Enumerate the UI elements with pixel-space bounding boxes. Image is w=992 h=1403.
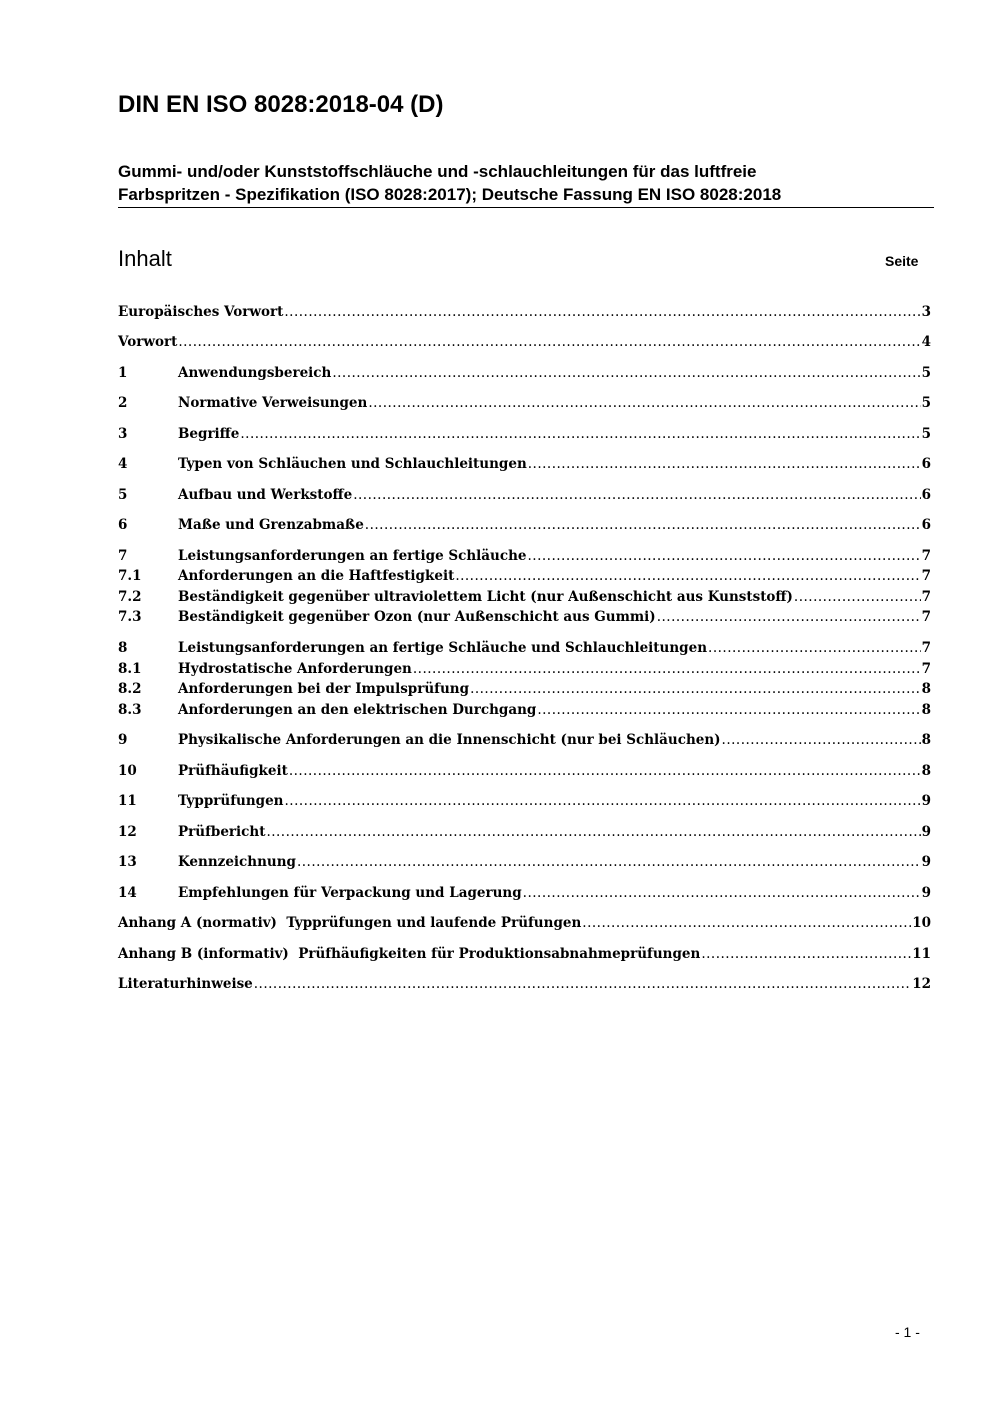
toc-leader-dots (470, 679, 921, 699)
toc-entry-7[interactable] (118, 546, 931, 566)
toc-leader-dots (368, 393, 920, 413)
toc-entry-page: 8 (921, 681, 931, 697)
toc-entry-8-3[interactable] (118, 700, 931, 720)
toc-entry-number: 9 (118, 732, 128, 748)
toc-entry-page: 10 (912, 915, 931, 931)
toc-entry-page: 8 (921, 702, 931, 718)
toc-entry-text: Beständigkeit gegenüber ultraviolettem Licht (nur Außenschicht aus Kunststoff) (178, 589, 793, 605)
toc-entry-annex-a[interactable] (118, 913, 931, 933)
toc-entry-4[interactable] (118, 454, 931, 474)
page-column-label: Seite (885, 253, 919, 269)
toc-entry-number: 2 (118, 395, 128, 411)
toc-entry-text: Hydrostatische Anforderungen (178, 661, 412, 677)
toc-leader-dots (353, 485, 920, 505)
toc-entry-2[interactable] (118, 393, 931, 413)
toc-entry-number: 7.3 (118, 609, 142, 625)
toc-leader-dots (582, 913, 911, 933)
toc-entry-text: Leistungsanforderungen an fertige Schläuche und Schlauchleitungen (178, 640, 708, 656)
toc-leader-dots (178, 332, 920, 352)
toc-entry-page: 12 (912, 976, 931, 992)
toc-entry-text: Anforderungen an die Haftfestigkeit (178, 568, 455, 584)
toc-entry-text: Prüfbericht (178, 824, 266, 840)
toc-leader-dots (722, 730, 921, 750)
toc-leader-dots (297, 852, 921, 872)
toc-entry-number: 7 (118, 548, 128, 564)
toc-entry-text: Literaturhinweise (118, 976, 253, 992)
toc-leader-dots (527, 546, 920, 566)
toc-entry-page: 7 (921, 568, 931, 584)
document-title: DIN EN ISO 8028:2018-04 (D) (118, 91, 444, 118)
toc-leader-dots (455, 566, 920, 586)
toc-entry-annex-b[interactable] (118, 944, 931, 964)
toc-entry-page: 6 (921, 487, 931, 503)
subtitle-line-1: Gummi- und/oder Kunststoffschläuche und -schlauchleitungen für das luftfreie (118, 162, 757, 181)
toc-entry-8[interactable] (118, 638, 931, 658)
toc-entry-text: Prüfhäufigkeit (178, 763, 288, 779)
toc-entry-number: 14 (118, 885, 137, 901)
document-subtitle (118, 160, 934, 208)
toc-entry-7-2[interactable] (118, 587, 931, 607)
toc-entry-text: Europäisches Vorwort (118, 304, 284, 320)
toc-leader-dots (701, 944, 911, 964)
toc-leader-dots (365, 515, 921, 535)
toc-entry-number: 13 (118, 854, 137, 870)
subtitle-line-2: Farbspritzen - Spezifikation (ISO 8028:2017); Deutsche Fassung EN ISO 8028:2018 (118, 185, 782, 204)
toc-entry-6[interactable] (118, 515, 931, 535)
toc-leader-dots (240, 424, 920, 444)
toc-entry-text: Normative Verweisungen (178, 395, 368, 411)
toc-entry-9[interactable] (118, 730, 931, 750)
toc-entry-page: 6 (921, 456, 931, 472)
toc-entry-page: 7 (921, 589, 931, 605)
toc-entry-text: Anforderungen bei der Impulsprüfung (178, 681, 470, 697)
toc-entry-number: 7.2 (118, 589, 142, 605)
toc-entry-text: Typprüfungen (178, 793, 284, 809)
toc-entry-11[interactable] (118, 791, 931, 811)
toc-entry-page: 8 (921, 732, 931, 748)
toc-leader-dots (285, 791, 921, 811)
toc-entry-number: 8 (118, 640, 128, 656)
toc-leader-dots (657, 607, 921, 627)
toc-entry-7-1[interactable] (118, 566, 931, 586)
toc-entry-page: 5 (921, 426, 931, 442)
toc-entry-text: Typen von Schläuchen und Schlauchleitungen (178, 456, 527, 472)
toc-entry-number: 6 (118, 517, 128, 533)
toc-entry-number: 12 (118, 824, 137, 840)
toc-leader-dots (332, 363, 920, 383)
toc-entry-page: 9 (921, 854, 931, 870)
toc-entry-page: 6 (921, 517, 931, 533)
toc-entry-page: 7 (921, 609, 931, 625)
toc-entry-8-1[interactable] (118, 659, 931, 679)
toc-entry-number: 5 (118, 487, 128, 503)
toc-entry-number: 8.1 (118, 661, 142, 677)
toc-entry-1[interactable] (118, 363, 931, 383)
toc-entry-page: 5 (921, 365, 931, 381)
toc-entry-text: Maße und Grenzabmaße (178, 517, 364, 533)
toc-leader-dots (413, 659, 921, 679)
toc-leader-dots (289, 761, 921, 781)
toc-entry-3[interactable] (118, 424, 931, 444)
toc-entry-page: 3 (921, 304, 931, 320)
toc-entry-text: Anhang A (normativ) Typprüfungen und laufende Prüfungen (118, 915, 582, 931)
toc-entry-5[interactable] (118, 485, 931, 505)
toc-entry-text: Anforderungen an den elektrischen Durchgang (178, 702, 537, 718)
toc-entry-page: 4 (921, 334, 931, 350)
toc-entry-13[interactable] (118, 852, 931, 872)
toc-entry-text: Beständigkeit gegenüber Ozon (nur Außenschicht aus Gummi) (178, 609, 656, 625)
toc-entry-text: Leistungsanforderungen an fertige Schläuche (178, 548, 527, 564)
toc-entry-page: 5 (921, 395, 931, 411)
toc-leader-dots (266, 822, 920, 842)
toc-leader-dots (254, 974, 911, 994)
toc-entry-foreword[interactable] (118, 332, 931, 352)
toc-leader-dots (794, 587, 921, 607)
toc-entry-number: 11 (118, 793, 137, 809)
toc-leader-dots (537, 700, 920, 720)
toc-entry-text: Physikalische Anforderungen an die Innenschicht (nur bei Schläuchen) (178, 732, 721, 748)
toc-entry-7-3[interactable] (118, 607, 931, 627)
toc-entry-page: 9 (921, 824, 931, 840)
toc-entry-text: Kennzeichnung (178, 854, 296, 870)
toc-entry-8-2[interactable] (118, 679, 931, 699)
toc-heading: Inhalt (118, 246, 172, 271)
toc-entry-bibliography[interactable] (118, 974, 931, 994)
toc-entry-number: 3 (118, 426, 128, 442)
toc-entry-number: 10 (118, 763, 137, 779)
page-number: - 1 - (895, 1324, 920, 1340)
toc-entry-page: 9 (921, 885, 931, 901)
toc-entry-page: 11 (912, 946, 931, 962)
toc-entry-page: 7 (921, 661, 931, 677)
toc-entry-text: Aufbau und Werkstoffe (178, 487, 353, 503)
toc-entry-text: Begriffe (178, 426, 240, 442)
toc-leader-dots (523, 883, 921, 903)
toc-entry-page: 8 (921, 763, 931, 779)
toc-leader-dots (528, 454, 921, 474)
toc-entry-number: 8.2 (118, 681, 142, 697)
toc-entry-text: Anhang B (informativ) Prüfhäufigkeiten für Produktionsabnahmeprüfungen (118, 946, 701, 962)
toc-entry-page: 7 (921, 548, 931, 564)
toc-entry-number: 4 (118, 456, 128, 472)
toc-entry-text: Vorwort (118, 334, 178, 350)
toc-entry-page: 7 (921, 640, 931, 656)
toc-leader-dots (708, 638, 921, 658)
toc-entry-page: 9 (921, 793, 931, 809)
toc-entry-european-foreword[interactable] (118, 302, 931, 322)
toc-entry-text: Anwendungsbereich (178, 365, 332, 381)
toc-entry-number: 1 (118, 365, 128, 381)
toc-entry-number: 7.1 (118, 568, 142, 584)
toc-entry-14[interactable] (118, 883, 931, 903)
toc-entry-12[interactable] (118, 822, 931, 842)
toc-entry-number: 8.3 (118, 702, 142, 718)
toc-leader-dots (284, 302, 920, 322)
toc-entry-text: Empfehlungen für Verpackung und Lagerung (178, 885, 522, 901)
toc-entry-10[interactable] (118, 761, 931, 781)
